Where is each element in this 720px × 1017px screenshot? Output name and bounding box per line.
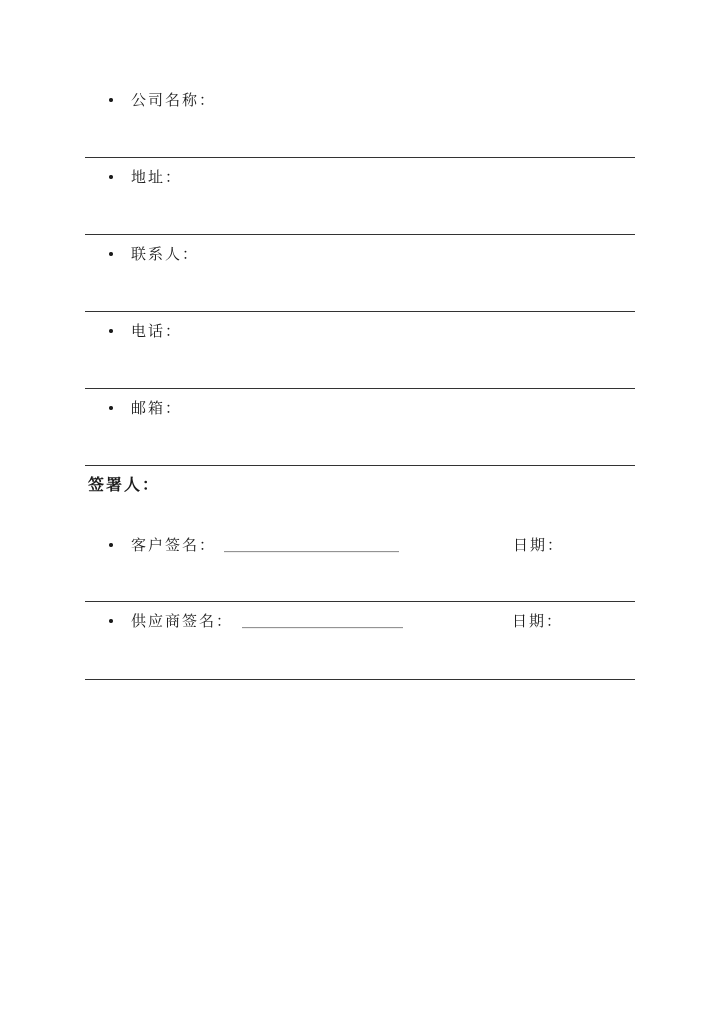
signatory-heading: 签署人： bbox=[88, 475, 161, 494]
bullet-icon bbox=[109, 98, 113, 102]
fill-line bbox=[85, 679, 635, 680]
customer-date-label: 日期： bbox=[513, 536, 565, 554]
fill-line bbox=[85, 601, 635, 602]
bullet-icon bbox=[109, 329, 113, 333]
field-label: 电话： bbox=[131, 322, 183, 340]
field-contact-person bbox=[85, 244, 635, 264]
field-phone bbox=[85, 321, 635, 341]
bullet-icon bbox=[109, 175, 113, 179]
field-label: 联系人： bbox=[131, 245, 200, 263]
fill-line bbox=[85, 465, 635, 466]
supplier-signature-label: 供应商签名： bbox=[131, 612, 234, 630]
field-company-name bbox=[85, 90, 635, 110]
customer-signature-row bbox=[85, 535, 635, 555]
fill-line bbox=[85, 388, 635, 389]
fill-line bbox=[85, 157, 635, 158]
bullet-icon bbox=[109, 543, 113, 547]
field-label: 邮箱： bbox=[131, 399, 183, 417]
field-email bbox=[85, 398, 635, 418]
supplier-signature-blank: _______________________ bbox=[242, 613, 403, 629]
field-address bbox=[85, 167, 635, 187]
supplier-date-label: 日期： bbox=[512, 612, 564, 630]
bullet-icon bbox=[109, 619, 113, 623]
customer-signature-blank: _________________________ bbox=[224, 537, 399, 553]
customer-signature-label: 客户签名： bbox=[131, 536, 217, 554]
supplier-signature-row bbox=[85, 611, 635, 631]
field-label: 公司名称： bbox=[131, 91, 217, 109]
fill-line bbox=[85, 234, 635, 235]
bullet-icon bbox=[109, 252, 113, 256]
fill-line bbox=[85, 311, 635, 312]
field-label: 地址： bbox=[131, 168, 183, 186]
bullet-icon bbox=[109, 406, 113, 410]
